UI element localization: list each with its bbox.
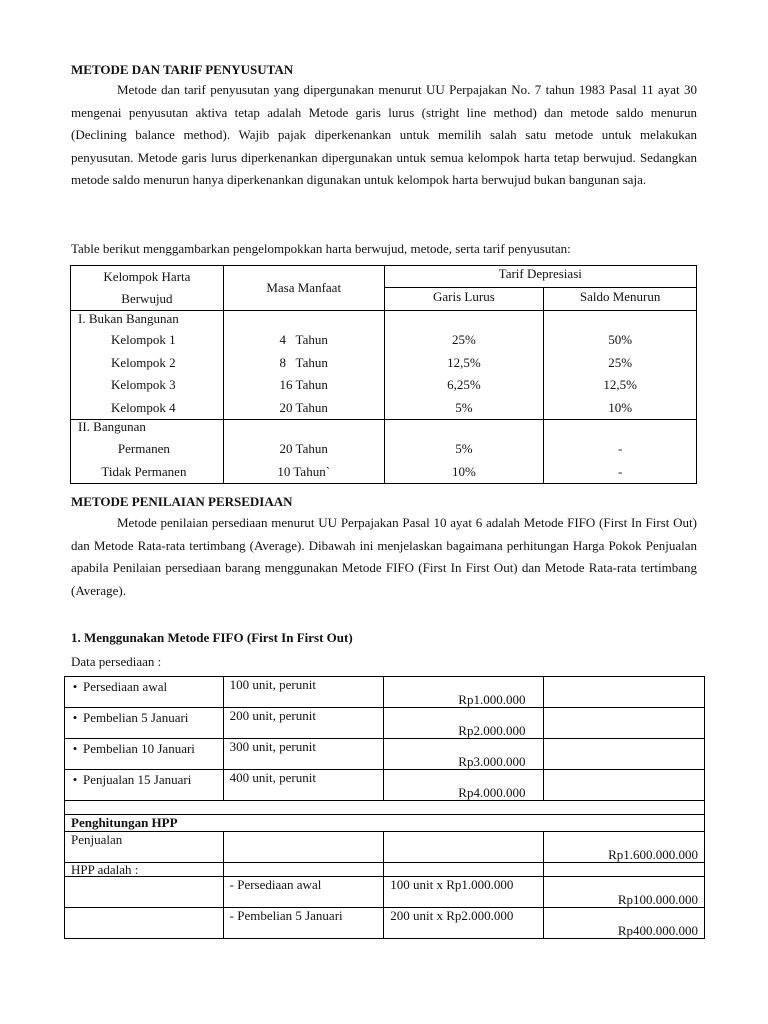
group-bangunan: II. Bangunan Permanen Tidak Permanen: [71, 420, 224, 484]
paragraph-depreciation: Metode dan tarif penyusutan yang dipergunakan menurut UU Perpajakan No. 7 tahun 1983 Pasal 11 ayat 30 mengenai penyusutan aktiva tetap adalah Metode garis lurus (stright line method) dan metode saldo menurun (Declining balance method). Wajib pajak diperkenankan untuk memilih salah satu metode untuk melakukan penyusutan. Metode garis lurus diperkenankan dipergunakan untuk semua kelompok harta tetap berwujud. Sedangkan metode saldo menurun hanya diperkenankan digunakan untuk kelompok harta berwujud bukan bangunan saja.: [71, 82, 697, 187]
section-title-inventory: METODE PENILAIAN PERSEDIAAN: [71, 494, 293, 509]
header-garis-lurus: Garis Lurus: [384, 287, 544, 310]
header-tarif-depresiasi: Tarif Depresiasi: [384, 266, 696, 288]
table-row: • Persediaan awal 100 unit, perunit Rp1.000.000: [65, 677, 705, 708]
table-row: - Persediaan awal 100 unit x Rp1.000.000 Rp100.000.000: [65, 877, 705, 908]
paragraph-inventory: Metode penilaian persediaan menurut UU Perpajakan Pasal 10 ayat 6 adalah Metode FIFO (First In First Out) dan Metode Rata-rata tertimbang (Average). Dibawah ini menjelaskan bagaimana perhitungan Harga Pokok Penjualan apabila Penilaian persediaan barang menggunakan Metode FIFO (First In First Out) dan Metode Rata-rata tertimbang (Average).: [71, 515, 697, 598]
bullet-icon: •: [72, 679, 78, 694]
group1-masa: 4 Tahun 8 Tahun 16 Tahun 20 Tahun: [223, 311, 384, 420]
header-saldo-menurun: Saldo Menurun: [544, 287, 697, 310]
hpp-title: Penghitungan HPP: [71, 815, 178, 830]
group-bukan-bangunan: I. Bukan Bangunan Kelompok 1 Kelompok 2 Kelompok 3 Kelompok 4: [71, 311, 224, 420]
data-persediaan-label: Data persediaan :: [71, 654, 162, 669]
table-row: • Penjualan 15 Januari 400 unit, perunit Rp4.000.000: [65, 770, 705, 801]
group1-garis: 25% 12,5% 6,25% 5%: [384, 311, 544, 420]
table-row-label: Kelompok 1: [111, 332, 176, 347]
depreciation-table: [70, 265, 697, 484]
table-row: HPP adalah :: [65, 863, 705, 877]
hpp-title-row: [65, 815, 705, 832]
section-title-fifo: 1. Menggunakan Metode FIFO (First In First Out): [71, 630, 353, 645]
spacer-row: [65, 801, 705, 815]
group1-saldo: 50% 25% 12,5% 10%: [544, 311, 697, 420]
table-row-label: Tidak Permanen: [101, 463, 187, 479]
bullet-icon: •: [72, 710, 78, 725]
table-intro-text: Table berikut menggambarkan pengelompokkan harta berwujud, metode, serta tarif penyusutan:: [71, 241, 571, 256]
bullet-icon: •: [72, 741, 78, 756]
table-row-label: Kelompok 4: [111, 399, 176, 415]
table-row: • Pembelian 10 Januari 300 unit, perunit Rp3.000.000: [65, 739, 705, 770]
table-row: Penjualan Rp1.600.000.000: [65, 832, 705, 863]
bullet-icon: •: [72, 772, 78, 787]
table-row-label: Kelompok 3: [111, 377, 176, 392]
inventory-table: [64, 676, 705, 939]
group2-garis: 5% 10%: [384, 420, 544, 484]
header-masa-manfaat: Masa Manfaat: [223, 266, 384, 311]
group2-saldo: - -: [544, 420, 697, 484]
group2-masa: 20 Tahun 10 Tahun`: [223, 420, 384, 484]
table-row: - Pembelian 5 Januari 200 unit x Rp2.000.000 Rp400.000.000: [65, 908, 705, 939]
table-row: • Pembelian 5 Januari 200 unit, perunit Rp2.000.000: [65, 708, 705, 739]
table-row-label: Permanen: [117, 441, 170, 456]
header-kelompok: Kelompok Harta Berwujud: [71, 266, 224, 311]
table-row-label: Kelompok 2: [111, 354, 176, 370]
section-title-depreciation: METODE DAN TARIF PENYUSUTAN: [71, 62, 294, 77]
